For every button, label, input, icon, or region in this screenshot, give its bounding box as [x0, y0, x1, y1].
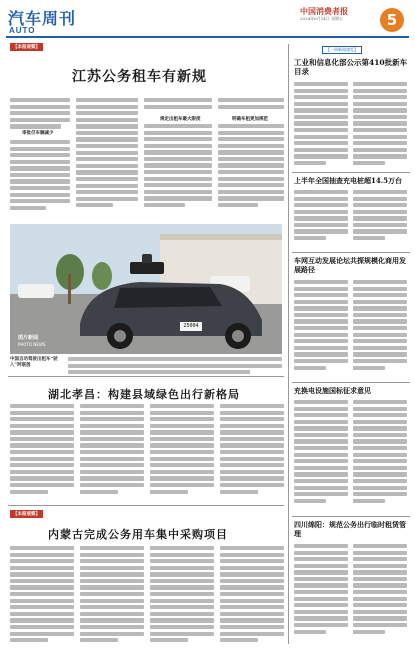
- main-headline: 江苏公务租车有新规: [72, 69, 207, 85]
- right3-headline: 车网互动发展论坛共探规模化商用发展路径: [294, 256, 406, 274]
- right5-col2: [353, 544, 407, 640]
- right2-col2: [353, 190, 407, 248]
- right5-headline: 四川绵阳：规范公务出行临时租赁管理: [294, 520, 406, 538]
- photo-caption-text: [68, 357, 282, 375]
- neimenggu-col2: [80, 546, 144, 642]
- license-plate: 25004: [183, 323, 199, 329]
- photo-label: PHOTO NEWS: [18, 342, 46, 347]
- right4-col1: [294, 400, 348, 512]
- divider: [292, 252, 410, 253]
- section-subtitle: AUTO: [9, 26, 36, 35]
- main-subhead-3: 明确车租更加规范: [232, 117, 268, 122]
- neimenggu-col1: [10, 546, 74, 642]
- divider: [292, 172, 410, 173]
- divider: [292, 382, 410, 383]
- robotaxi-photo-illustration: [10, 224, 282, 354]
- neimenggu-col4: [220, 546, 284, 642]
- main-subhead-1: 审批仅车辆减少: [22, 131, 54, 136]
- paper-date: 2024年6月14日 星期五: [300, 16, 344, 21]
- right4-headline: 充换电设施国标征求意见: [294, 386, 371, 395]
- neimenggu-col3: [150, 546, 214, 642]
- main-text-col3a: [144, 98, 212, 116]
- right3-col1: [294, 280, 348, 378]
- right3-col2: [353, 280, 407, 378]
- main-section-tag: 【本报观察】: [10, 43, 43, 51]
- divider: [292, 516, 410, 517]
- right4-col2: [353, 400, 407, 512]
- right5-col1: [294, 544, 348, 640]
- main-text-col4b: [218, 124, 284, 220]
- right2-col1: [294, 190, 348, 248]
- divider: [8, 376, 284, 377]
- hubei-col1: [10, 404, 74, 502]
- right1-col2: [353, 82, 407, 170]
- section-title: 汽车周刊: [8, 9, 77, 28]
- hubei-col4: [220, 404, 284, 502]
- main-subhead-2: 规定出租车最大限度: [160, 117, 201, 122]
- paper-name: 中国消费者报: [300, 6, 348, 16]
- column-divider: [288, 44, 289, 644]
- divider: [8, 505, 284, 506]
- right1-headline: 工业和信息化部公示第410批新车目录: [294, 58, 408, 76]
- hubei-col2: [80, 404, 144, 502]
- right1-section-tag: 【一周新闻速览】: [322, 46, 362, 54]
- neimenggu-section-tag: 【本报观察】: [10, 510, 43, 518]
- main-photo: [10, 224, 282, 354]
- neimenggu-headline: 内蒙古完成公务用车集中采购项目: [48, 528, 228, 541]
- photo-tag: 图片新闻: [18, 335, 39, 341]
- page-number: 5: [380, 8, 404, 32]
- main-text-col1b: [10, 140, 70, 220]
- right1-col1: [294, 82, 348, 170]
- main-text-col4a: [218, 98, 284, 116]
- header-rule: [6, 36, 409, 38]
- main-text-col2: [76, 98, 138, 220]
- main-text-col3b: [144, 124, 212, 220]
- hubei-headline: 湖北孝昌：构建县域绿色出行新格局: [48, 388, 240, 401]
- photo-title: 中国自动驾驶出租车“驶入”阿联酋: [10, 357, 58, 368]
- right2-headline: 上半年全国抽查充电桩超14.5万台: [294, 176, 403, 185]
- hubei-col3: [150, 404, 214, 502]
